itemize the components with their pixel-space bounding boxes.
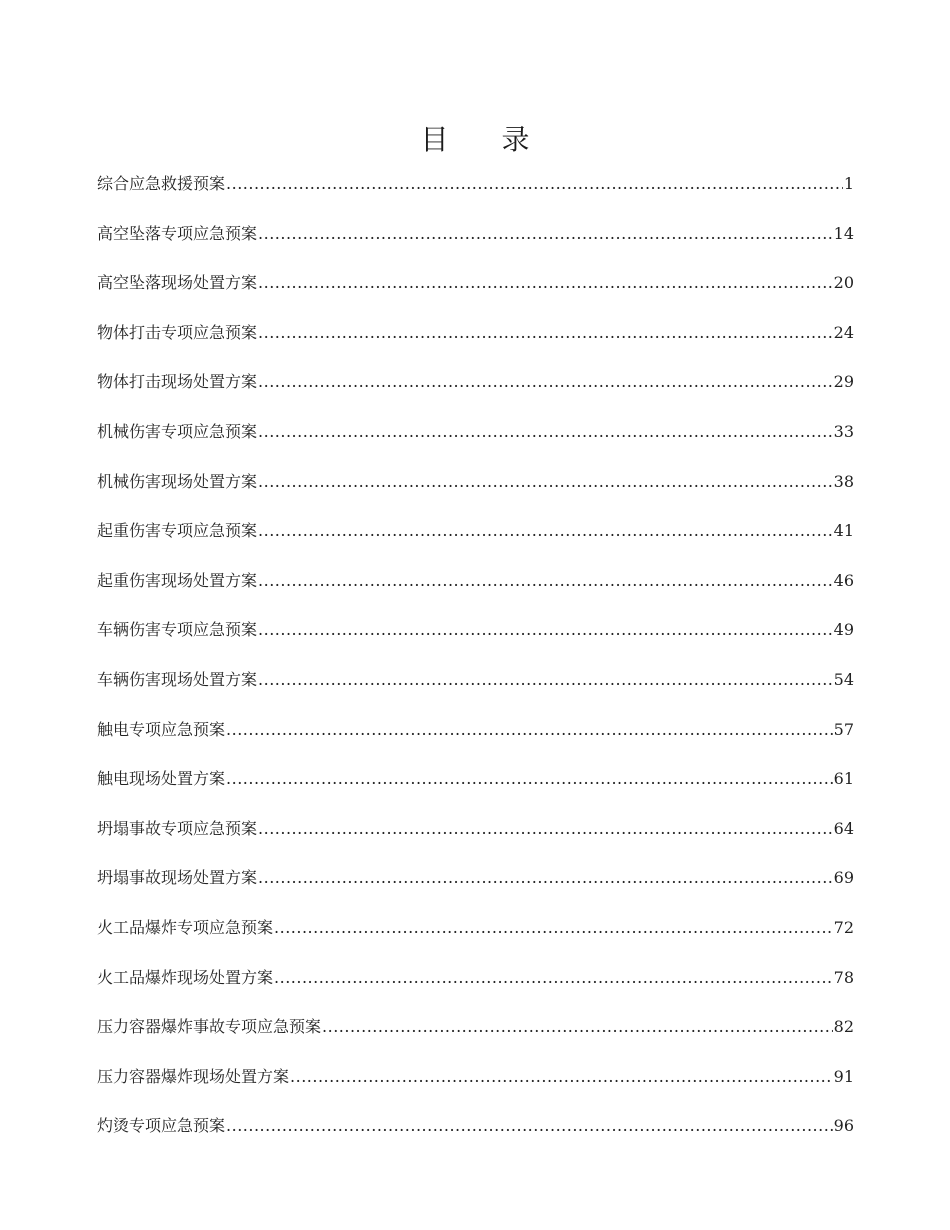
- toc-entry[interactable]: [97, 660, 854, 710]
- toc-entry-label: 灼烫专项应急预案: [97, 1116, 226, 1136]
- toc-leader-dots: [258, 809, 833, 849]
- toc-entry-page: 1: [843, 174, 854, 193]
- toc-leader-dots: [226, 164, 843, 204]
- toc-entry-page: 91: [833, 1066, 854, 1086]
- toc-entry[interactable]: [97, 610, 854, 660]
- toc-entry[interactable]: [97, 908, 854, 958]
- toc-entry[interactable]: [97, 1057, 854, 1107]
- toc-leader-dots: [258, 263, 833, 303]
- toc-leader-dots: [226, 710, 833, 750]
- toc-entry-label: 坍塌事故专项应急预案: [97, 818, 258, 838]
- toc-entry-page: 61: [833, 769, 854, 789]
- toc-entry-label: 综合应急救援预案: [97, 174, 226, 193]
- toc-leader-dots: [258, 610, 833, 650]
- toc-entry-label: 压力容器爆炸现场处置方案: [97, 1066, 290, 1086]
- toc-entry-page: 38: [833, 471, 854, 491]
- toc-entry-label: 起重伤害现场处置方案: [97, 570, 258, 590]
- toc-leader-dots: [274, 908, 833, 948]
- toc-entry-label: 高空坠落专项应急预案: [97, 223, 258, 243]
- toc-entry-label: 车辆伤害现场处置方案: [97, 669, 258, 689]
- toc-entry[interactable]: [97, 858, 854, 908]
- toc-entry-page: 64: [833, 818, 854, 838]
- toc-leader-dots: [258, 412, 833, 452]
- toc-leader-dots: [226, 759, 833, 799]
- toc-entry-label: 火工品爆炸专项应急预案: [97, 917, 274, 937]
- toc-entry[interactable]: [97, 809, 854, 859]
- toc-leader-dots: [258, 462, 833, 502]
- toc-entry-label: 机械伤害现场处置方案: [97, 471, 258, 491]
- toc-entry-label: 物体打击现场处置方案: [97, 372, 258, 392]
- toc-entry[interactable]: [97, 710, 854, 760]
- toc-entry-page: 24: [833, 322, 854, 342]
- toc-entry[interactable]: [97, 1007, 854, 1057]
- table-of-contents: [97, 164, 854, 1156]
- toc-entry-label: 起重伤害专项应急预案: [97, 521, 258, 541]
- toc-leader-dots: [258, 660, 833, 700]
- toc-entry-page: 82: [833, 1017, 854, 1037]
- toc-entry[interactable]: [97, 313, 854, 363]
- toc-leader-dots: [322, 1007, 833, 1047]
- toc-entry-label: 火工品爆炸现场处置方案: [97, 967, 274, 987]
- toc-entry-page: 33: [833, 421, 854, 441]
- toc-entry-label: 触电现场处置方案: [97, 769, 226, 789]
- toc-leader-dots: [258, 561, 833, 601]
- toc-entry-page: 57: [833, 719, 854, 739]
- toc-leader-dots: [258, 362, 833, 402]
- toc-entry[interactable]: [97, 958, 854, 1008]
- toc-entry[interactable]: [97, 1106, 854, 1156]
- toc-entry[interactable]: [97, 412, 854, 462]
- toc-entry-page: 72: [833, 917, 854, 937]
- toc-leader-dots: [290, 1057, 833, 1097]
- toc-leader-dots: [258, 313, 833, 353]
- toc-entry-label: 机械伤害专项应急预案: [97, 421, 258, 441]
- toc-entry-page: 49: [833, 620, 854, 640]
- toc-entry-page: 78: [833, 967, 854, 987]
- toc-entry-label: 坍塌事故现场处置方案: [97, 868, 258, 888]
- toc-leader-dots: [258, 214, 833, 254]
- toc-entry[interactable]: [97, 759, 854, 809]
- toc-entry-page: 41: [833, 521, 854, 541]
- toc-leader-dots: [226, 1106, 833, 1146]
- toc-entry[interactable]: [97, 214, 854, 264]
- toc-entry-label: 触电专项应急预案: [97, 719, 226, 739]
- toc-entry-page: 14: [833, 223, 854, 243]
- toc-entry[interactable]: [97, 362, 854, 412]
- toc-entry-page: 96: [833, 1116, 854, 1136]
- toc-entry-page: 54: [833, 669, 854, 689]
- toc-entry-page: 29: [833, 372, 854, 392]
- toc-entry-page: 69: [833, 868, 854, 888]
- toc-leader-dots: [274, 958, 833, 998]
- toc-entry-label: 压力容器爆炸事故专项应急预案: [97, 1017, 322, 1037]
- toc-title: 目 录: [420, 123, 552, 156]
- toc-leader-dots: [258, 858, 833, 898]
- toc-entry-label: 车辆伤害专项应急预案: [97, 620, 258, 640]
- toc-entry[interactable]: [97, 462, 854, 512]
- toc-entry[interactable]: [97, 561, 854, 611]
- toc-entry[interactable]: [97, 164, 854, 214]
- toc-entry-label: 物体打击专项应急预案: [97, 322, 258, 342]
- toc-entry-page: 20: [833, 273, 854, 293]
- toc-entry-label: 高空坠落现场处置方案: [97, 273, 258, 293]
- toc-entry[interactable]: [97, 511, 854, 561]
- toc-entry[interactable]: [97, 263, 854, 313]
- toc-leader-dots: [258, 511, 833, 551]
- toc-entry-page: 46: [833, 570, 854, 590]
